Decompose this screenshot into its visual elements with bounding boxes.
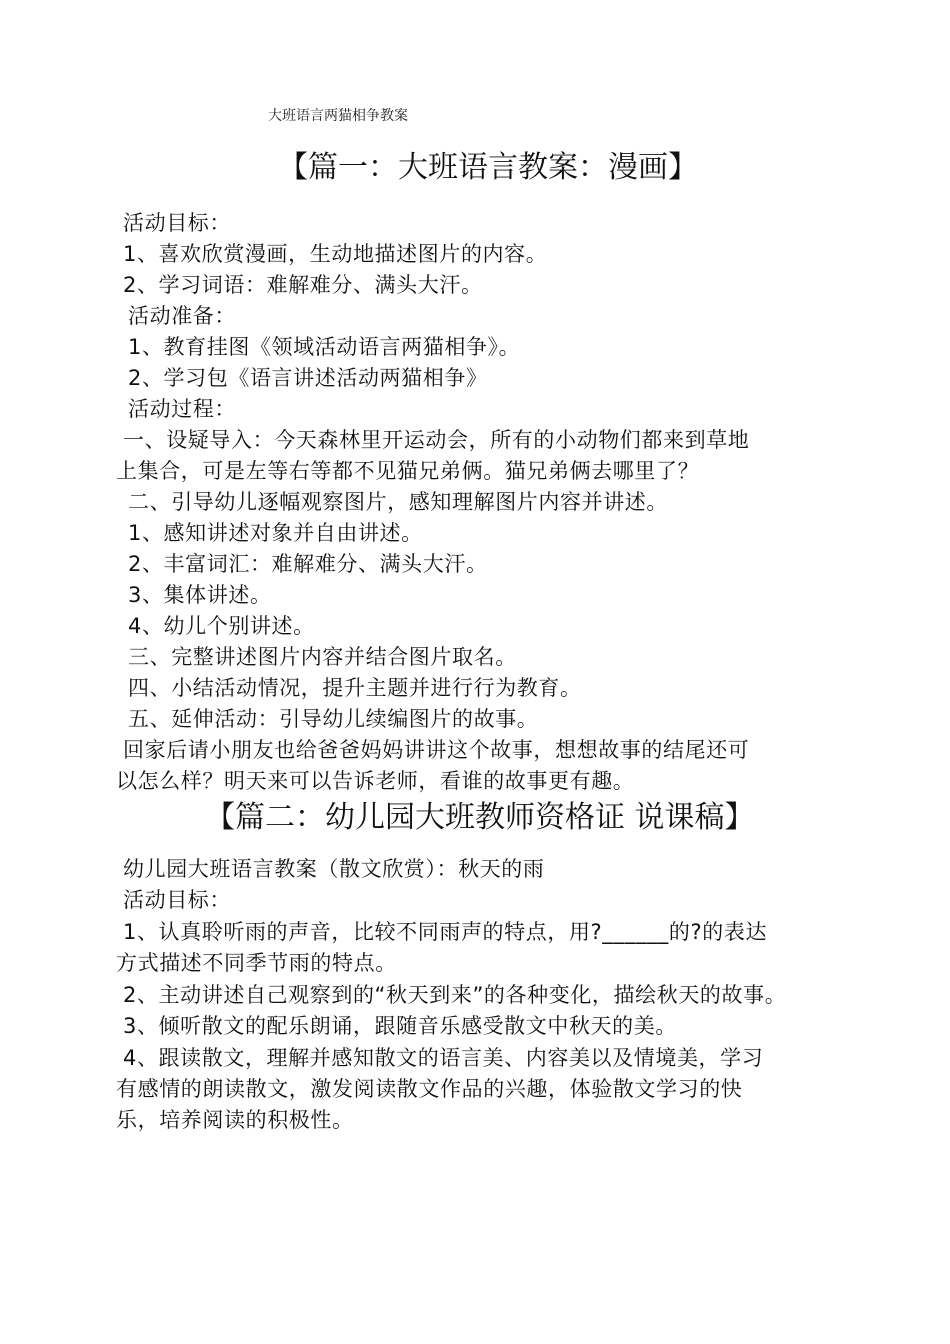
body-line: 1、喜欢欣赏漫画，生动地描述图片的内容。 [123,242,548,266]
body-line: 方式描述不同季节雨的特点。 [116,951,397,975]
body-line: 以怎么样？明天来可以告诉老师，看谁的故事更有趣。 [116,769,635,793]
header-note: 大班语言两猫相争教案 [268,108,408,124]
body-line: 2、学习词语：难解难分、满头大汗。 [123,273,483,297]
body-line: 2、学习包《语言讲述活动两猫相争》 [128,366,488,390]
body-line: 幼儿园大班语言教案（散文欣赏）：秋天的雨 [123,857,545,881]
body-line: 四、小结活动情况，提升主题并进行行为教育。 [128,676,582,700]
body-line: 有感情的朗读散文，激发阅读散文作品的兴趣，体验散文学习的快 [116,1077,743,1101]
body-line: 一、设疑导入：今天森林里开运动会，所有的小动物们都来到草地 [123,428,750,452]
body-line: 1、认真聆听雨的声音，比较不同雨声的特点，用?______的?的表达 [123,920,768,944]
body-line: 1、感知讲述对象并自由讲述。 [128,521,423,545]
body-line: 活动目标： [123,888,231,912]
body-line: 上集合，可是左等右等都不见猫兄弟俩。猫兄弟俩去哪里了？ [116,459,700,483]
body-line: 1、教育挂图《领域活动语言两猫相争》。 [128,335,521,359]
body-line: 2、主动讲述自己观察到的“秋天到来”的各种变化，描绘秋天的故事。 [123,983,787,1007]
body-line: 3、倾听散文的配乐朗诵，跟随音乐感受散文中秋天的美。 [123,1014,677,1038]
section2-title: 【篇二：幼儿园大班教师资格证 说课稿】 [205,800,755,835]
body-line: 2、丰富词汇：难解难分、满头大汗。 [128,552,488,576]
body-line: 三、完整讲述图片内容并结合图片取名。 [128,645,517,669]
body-line: 二、引导幼儿逐幅观察图片，感知理解图片内容并讲述。 [128,490,668,514]
section1-title: 【篇一：大班语言教案：漫画】 [278,150,698,185]
body-line: 活动过程： [128,397,236,421]
body-line: 3、集体讲述。 [128,583,272,607]
body-line: 回家后请小朋友也给爸爸妈妈讲讲这个故事，想想故事的结尾还可 [123,738,750,762]
body-line: 4、幼儿个别讲述。 [128,614,315,638]
body-line: 4、跟读散文，理解并感知散文的语言美、内容美以及情境美，学习 [123,1046,764,1070]
body-line: 乐，培养阅读的积极性。 [116,1108,354,1132]
body-line: 活动目标： [123,211,231,235]
body-line: 活动准备： [128,304,236,328]
body-line: 五、延伸活动：引导幼儿续编图片的故事。 [128,707,539,731]
